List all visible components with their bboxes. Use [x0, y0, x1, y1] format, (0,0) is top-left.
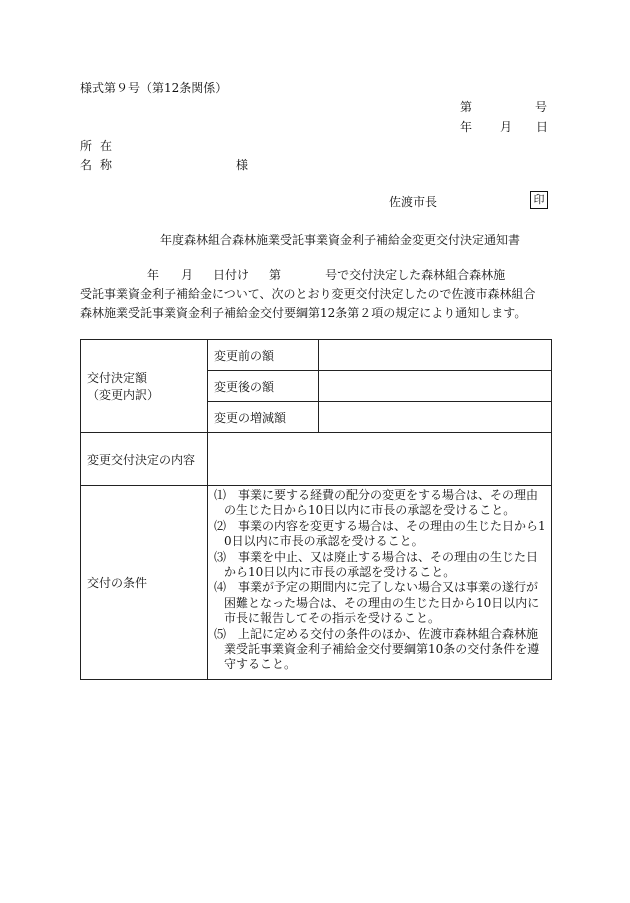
before-amount-value[interactable] [319, 340, 552, 371]
condition-line: 0日以内に市長の承認を受けること。 [224, 534, 424, 549]
document-title: 年度森林組合森林施業受託事業資金利子補給金変更交付決定通知書 [160, 233, 521, 247]
diff-amount-label: 変更の増減額 [208, 402, 319, 433]
address-label: 所在 [80, 139, 121, 153]
condition-line: の生じた日から10日以内に市長の承認を受けること。 [224, 503, 516, 518]
body-line-3: 森林施業受託事業資金利子補給金交付要綱第12条第２項の規定により通知します。 [80, 306, 527, 320]
condition-line: ⑶ 事業を中止、又は廃止する場合は、その理由の生じた日 [214, 549, 539, 564]
date-month-label: 月 [500, 120, 513, 134]
after-amount-label: 変更後の額 [208, 371, 319, 402]
conditions-list [208, 486, 552, 680]
condition-line: ⑴ 事業に要する経費の配分の変更をする場合は、その理由 [214, 488, 539, 502]
notice-body [80, 266, 560, 323]
content-label: 変更交付決定の内容 [81, 433, 208, 486]
condition-line: 業受託事業資金利子補給金交付要綱第10条の交付条件を遵 [224, 642, 540, 657]
document-number-prefix: 第 [460, 100, 473, 114]
content-value[interactable] [208, 433, 552, 486]
body-line-2: 受託事業資金利子補給金について、次のとおり変更交付決定したので佐渡市森林組合 [80, 287, 536, 301]
name-label: 名称 [80, 158, 121, 172]
condition-line: ⑵ 事業の内容を変更する場合は、その理由の生じた日から1 [214, 518, 546, 533]
decision-amount-cell [81, 340, 208, 433]
issuer-mayor: 佐渡市長 [389, 195, 438, 209]
document-number-suffix: 号 [535, 100, 548, 114]
condition-line: ⑸ 上記に定める交付の条件のほか、佐渡市森林組合森林施 [214, 626, 539, 641]
condition-line: 市長に報告してその指示を受けること。 [224, 611, 441, 626]
condition-line: ⑷ 事業が予定の期間内に完了しない場合又は事業の遂行が [214, 580, 539, 595]
conditions-label: 交付の条件 [81, 486, 208, 680]
decision-amount-sublabel: （変更内訳） [87, 388, 160, 402]
before-amount-label: 変更前の額 [208, 340, 319, 371]
condition-line: 困難となった場合は、その理由の生じた日から10日以内に [224, 595, 540, 610]
form-number: 様式第９号（第12条関係） [80, 81, 228, 95]
decision-amount-label: 交付決定額 [87, 371, 148, 385]
body-line-1: 年 月 日付け 第 号で交付決定した森林組合森林施 [147, 268, 506, 282]
date-day-label: 日 [536, 120, 549, 134]
condition-line: から10日以内に市長の承認を受けること。 [224, 565, 456, 580]
seal-stamp: 印 [530, 191, 548, 209]
condition-line: 守すること。 [224, 657, 297, 672]
diff-amount-value[interactable] [319, 402, 552, 433]
decision-table [80, 339, 552, 680]
after-amount-value[interactable] [319, 371, 552, 402]
honorific: 様 [236, 158, 249, 172]
date-year-label: 年 [460, 120, 473, 134]
